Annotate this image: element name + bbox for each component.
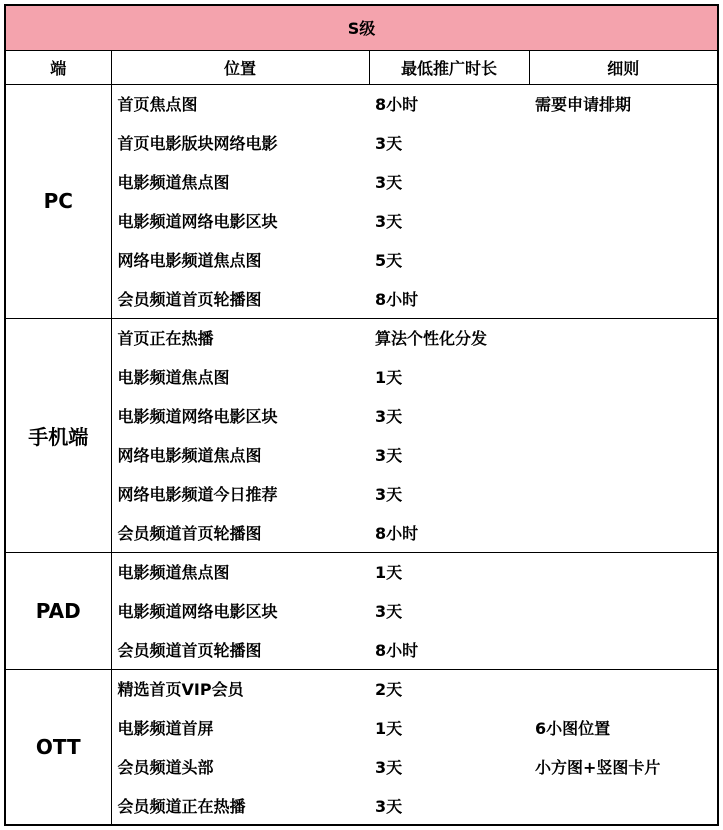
duration-cell: 3天 xyxy=(375,212,403,231)
position-cell: 首页正在热播 xyxy=(117,329,214,349)
header-platform: 端 xyxy=(6,50,111,84)
duration-cell: 算法个性化分发 xyxy=(375,329,488,349)
duration-cell: 1天 xyxy=(375,563,403,583)
position-cell: 会员频道首页轮播图 xyxy=(111,279,369,318)
platform-cell: PC xyxy=(6,84,111,318)
table-row xyxy=(6,396,717,435)
header-position: 位置 xyxy=(111,50,369,84)
duration-cell: 5天 xyxy=(375,251,403,270)
detail-cell xyxy=(529,474,717,513)
table-row xyxy=(6,435,717,474)
detail-cell xyxy=(529,279,717,318)
table-row xyxy=(6,162,717,201)
table-row xyxy=(6,201,717,240)
position-cell: 会员频道头部 xyxy=(117,758,214,777)
detail-cell xyxy=(529,162,717,201)
table-row xyxy=(6,786,717,825)
position-cell: 电影频道网络电影区块 xyxy=(117,212,278,231)
duration-cell: 3天 xyxy=(375,758,403,777)
position-cell: 电影频道网络电影区块 xyxy=(117,602,278,621)
table-row xyxy=(6,123,717,162)
title-row xyxy=(6,6,717,50)
detail-cell xyxy=(529,123,717,162)
platform-cell: 手机端 xyxy=(6,318,111,552)
header-min-duration: 最低推广时长 xyxy=(369,50,529,84)
duration-cell: 3天 xyxy=(375,173,403,192)
detail-cell: 6小图位置 xyxy=(535,719,611,738)
platform-cell: OTT xyxy=(6,669,111,825)
position-cell: 电影频道首屏 xyxy=(117,719,214,738)
table-row xyxy=(6,279,717,318)
detail-cell xyxy=(529,552,717,591)
detail-cell xyxy=(529,201,717,240)
detail-cell xyxy=(529,669,717,708)
detail-cell xyxy=(529,591,717,630)
duration-cell: 8小时 xyxy=(369,513,529,552)
duration-cell: 3天 xyxy=(375,602,403,621)
table-row xyxy=(6,708,717,747)
duration-cell: 2天 xyxy=(375,680,403,700)
duration-cell: 3天 xyxy=(375,485,403,504)
position-cell: 网络电影频道焦点图 xyxy=(117,251,262,270)
table-row xyxy=(6,357,717,396)
duration-cell: 3天 xyxy=(375,134,403,153)
duration-cell: 3天 xyxy=(375,407,403,426)
detail-cell xyxy=(529,513,717,552)
table-row xyxy=(6,318,717,357)
duration-cell: 1天 xyxy=(375,368,403,387)
position-cell: 电影频道焦点图 xyxy=(117,173,230,192)
position-cell: 会员频道首页轮播图 xyxy=(111,630,369,669)
table-row xyxy=(6,591,717,630)
detail-cell xyxy=(529,786,717,825)
duration-cell: 3天 xyxy=(375,446,403,465)
position-cell: 首页焦点图 xyxy=(117,95,198,115)
position-cell: 电影频道网络电影区块 xyxy=(117,407,278,426)
detail-cell xyxy=(529,630,717,669)
position-cell: 会员频道正在热播 xyxy=(117,797,246,816)
position-cell: 精选首页VIP会员 xyxy=(117,680,244,700)
detail-cell xyxy=(529,240,717,279)
table-row xyxy=(6,747,717,786)
duration-cell: 8小时 xyxy=(369,279,529,318)
position-cell: 首页电影版块网络电影 xyxy=(117,134,278,153)
position-cell: 会员频道首页轮播图 xyxy=(111,513,369,552)
position-cell: 电影频道焦点图 xyxy=(117,563,230,583)
header-row xyxy=(6,50,717,84)
table-row xyxy=(6,630,717,669)
promotion-table xyxy=(6,6,717,825)
spreadsheet-table xyxy=(4,4,719,826)
detail-cell xyxy=(529,396,717,435)
detail-cell xyxy=(529,357,717,396)
detail-cell xyxy=(529,435,717,474)
table-row xyxy=(6,84,717,123)
header-details: 细则 xyxy=(529,50,717,84)
duration-cell: 8小时 xyxy=(375,95,419,115)
detail-cell xyxy=(529,318,717,357)
duration-cell: 3天 xyxy=(375,797,403,816)
table-row xyxy=(6,240,717,279)
detail-cell: 小方图+竖图卡片 xyxy=(535,758,661,777)
position-cell: 网络电影频道今日推荐 xyxy=(117,485,278,504)
table-title: S级 xyxy=(6,6,717,50)
table-row xyxy=(6,513,717,552)
table-row xyxy=(6,552,717,591)
duration-cell: 8小时 xyxy=(369,630,529,669)
position-cell: 网络电影频道焦点图 xyxy=(117,446,262,465)
platform-cell: PAD xyxy=(6,552,111,669)
detail-cell: 需要申请排期 xyxy=(535,95,632,115)
table-row xyxy=(6,669,717,708)
duration-cell: 1天 xyxy=(375,719,403,738)
position-cell: 电影频道焦点图 xyxy=(117,368,230,387)
table-row xyxy=(6,474,717,513)
